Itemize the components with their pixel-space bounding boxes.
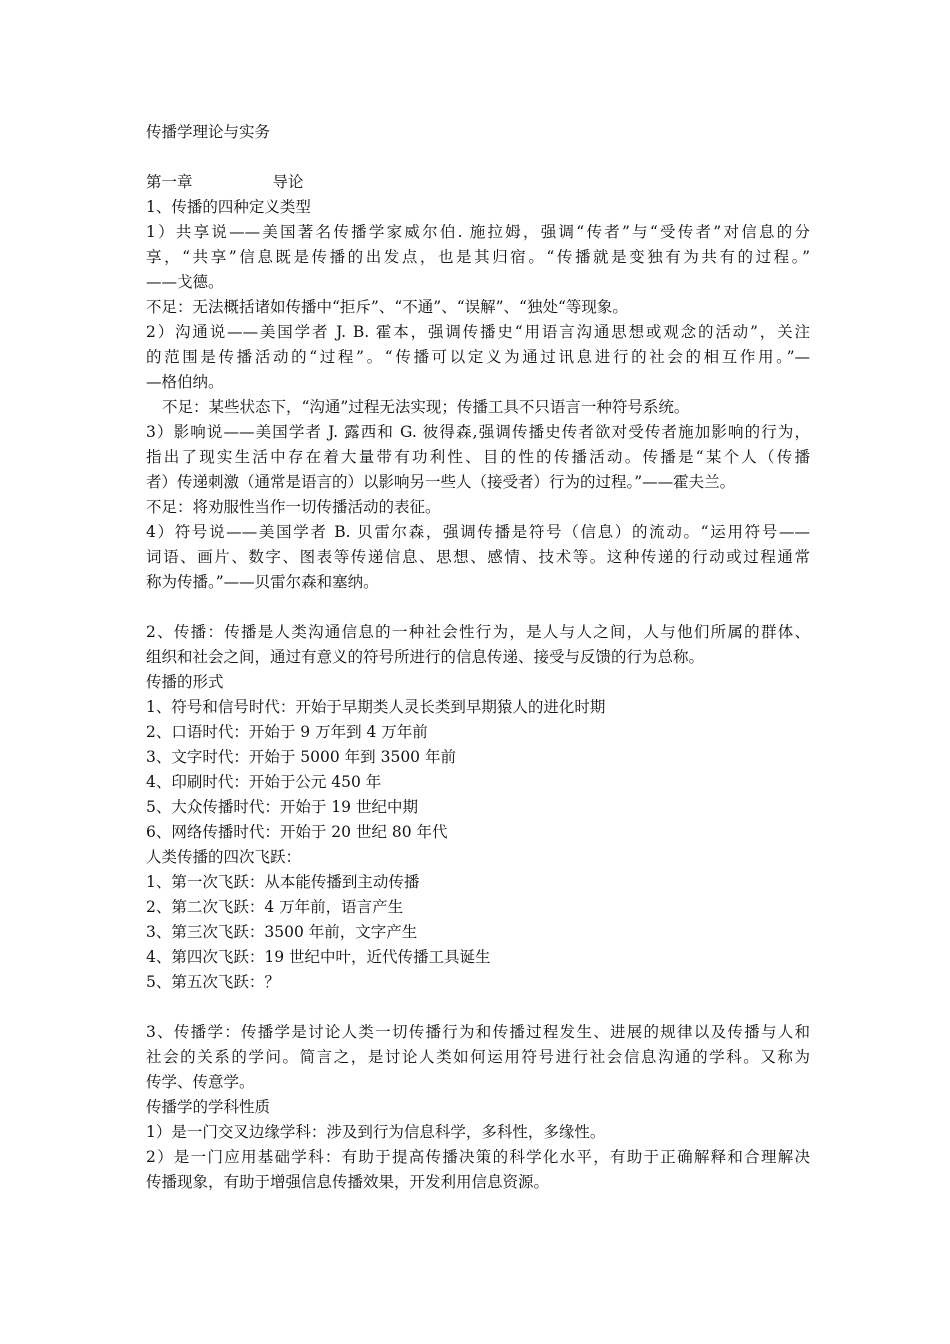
chapter-label: 第一章 xyxy=(146,173,193,191)
paragraph-line: 称为传播。”——贝雷尔森和塞纳。 xyxy=(146,573,379,591)
list-item: 6、网络传播时代：开始于 20 世纪 80 年代 xyxy=(146,823,448,841)
paragraph-line: 传播现象，有助于增强信息传播效果，开发利用信息资源。 xyxy=(146,1173,550,1191)
list-item: 2、口语时代：开始于 9 万年到 4 万年前 xyxy=(146,723,428,741)
list-item: 2、第二次飞跃：4 万年前，语言产生 xyxy=(146,898,404,916)
paragraph-note: 不足：无法概括诸如传播中“拒斥”、“不通”、“误解”、“独处“等现象。 xyxy=(146,298,628,316)
list-item: 4、第四次飞跃：19 世纪中叶，近代传播工具诞生 xyxy=(146,948,491,966)
paragraph-line: 者）传递刺激（通常是语言的）以影响另一些人（接受者）行为的过程。”——霍夫兰。 xyxy=(146,473,736,491)
blank-line xyxy=(146,145,810,170)
paragraph-note: 不足：某些状态下，“沟通”过程无法实现；传播工具不只语言一种符号系统。 xyxy=(162,398,690,416)
list-item: 3、第三次飞跃：3500 年前，文字产生 xyxy=(146,923,418,941)
paragraph-line: 2）沟通说——美国学者 J. B. 霍本，强调传播史“用语言沟通思想或观念的活动”，关注 xyxy=(146,323,810,341)
paragraph-note: 不足：将劝服性当作一切传播活动的表征。 xyxy=(146,498,441,516)
blank-line xyxy=(146,995,810,1020)
paragraph-line: 享，“共享”信息既是传播的出发点，也是其归宿。“传播就是变独有为共有的过程。” xyxy=(146,248,810,266)
paragraph-line: ——戈德。 xyxy=(146,273,224,291)
paragraph-line: 社会的关系的学问。简言之，是讨论人类如何运用符号进行社会信息沟通的学科。又称为 xyxy=(146,1048,810,1066)
paragraph-line: 3）影响说——美国学者 J. 露西和 G. 彼得森,强调传播史传者欲对受传者施加影响的行为， xyxy=(146,423,810,441)
paragraph-line: 2、传播：传播是人类沟通信息的一种社会性行为，是人与人之间，人与他们所属的群体、 xyxy=(146,623,810,641)
document-page xyxy=(146,120,810,1195)
subsection-heading: 传播学的学科性质 xyxy=(146,1098,271,1116)
blank-line xyxy=(146,595,810,620)
paragraph-line: 指出了现实生活中存在着大量带有功利性、目的性的传播活动。传播是“某个人（传播 xyxy=(146,448,810,466)
paragraph-line: 组织和社会之间，通过有意义的符号所进行的信息传递、接受与反馈的行为总称。 xyxy=(146,648,705,666)
paragraph-line: —格伯纳。 xyxy=(146,373,224,391)
list-item: 1）是一门交叉边缘学科：涉及到行为信息科学，多科性，多缘性。 xyxy=(146,1123,606,1141)
paragraph-line: 词语、画片、数字、图表等传递信息、思想、感情、技术等。这种传递的行动或过程通常 xyxy=(146,548,810,566)
paragraph-line: 1）共享说——美国著名传播学家威尔伯. 施拉姆，强调“传者”与“受传者”对信息的分 xyxy=(146,223,810,241)
subsection-heading: 传播的形式 xyxy=(146,673,224,691)
paragraph-line: 的范围是传播活动的“过程”。“传播可以定义为通过讯息进行的社会的相互作用。”— xyxy=(146,348,810,366)
paragraph-line: 3、传播学：传播学是讨论人类一切传播行为和传播过程发生、进展的规律以及传播与人和 xyxy=(146,1023,810,1041)
paragraph-line: 传学、传意学。 xyxy=(146,1073,255,1091)
list-item: 3、文字时代：开始于 5000 年到 3500 年前 xyxy=(146,748,456,766)
list-item: 5、大众传播时代：开始于 19 世纪中期 xyxy=(146,798,418,816)
chapter-name: 导论 xyxy=(272,173,304,191)
list-item: 1、第一次飞跃：从本能传播到主动传播 xyxy=(146,873,420,891)
section-heading: 1、传播的四种定义类型 xyxy=(146,198,311,216)
list-item: 4、印刷时代：开始于公元 450 年 xyxy=(146,773,382,791)
chapter-heading xyxy=(146,170,810,195)
document-title: 传播学理论与实务 xyxy=(146,123,271,141)
subsection-heading: 人类传播的四次飞跃： xyxy=(146,848,302,866)
list-item: 5、第五次飞跃：？ xyxy=(146,973,280,991)
paragraph-line: 2）是一门应用基础学科：有助于提高传播决策的科学化水平，有助于正确解释和合理解决 xyxy=(146,1148,810,1166)
paragraph-line: 4）符号说——美国学者 B. 贝雷尔森，强调传播是符号（信息）的流动。“运用符号—— xyxy=(146,523,810,541)
list-item: 1、符号和信号时代：开始于早期类人灵长类到早期猿人的进化时期 xyxy=(146,698,606,716)
